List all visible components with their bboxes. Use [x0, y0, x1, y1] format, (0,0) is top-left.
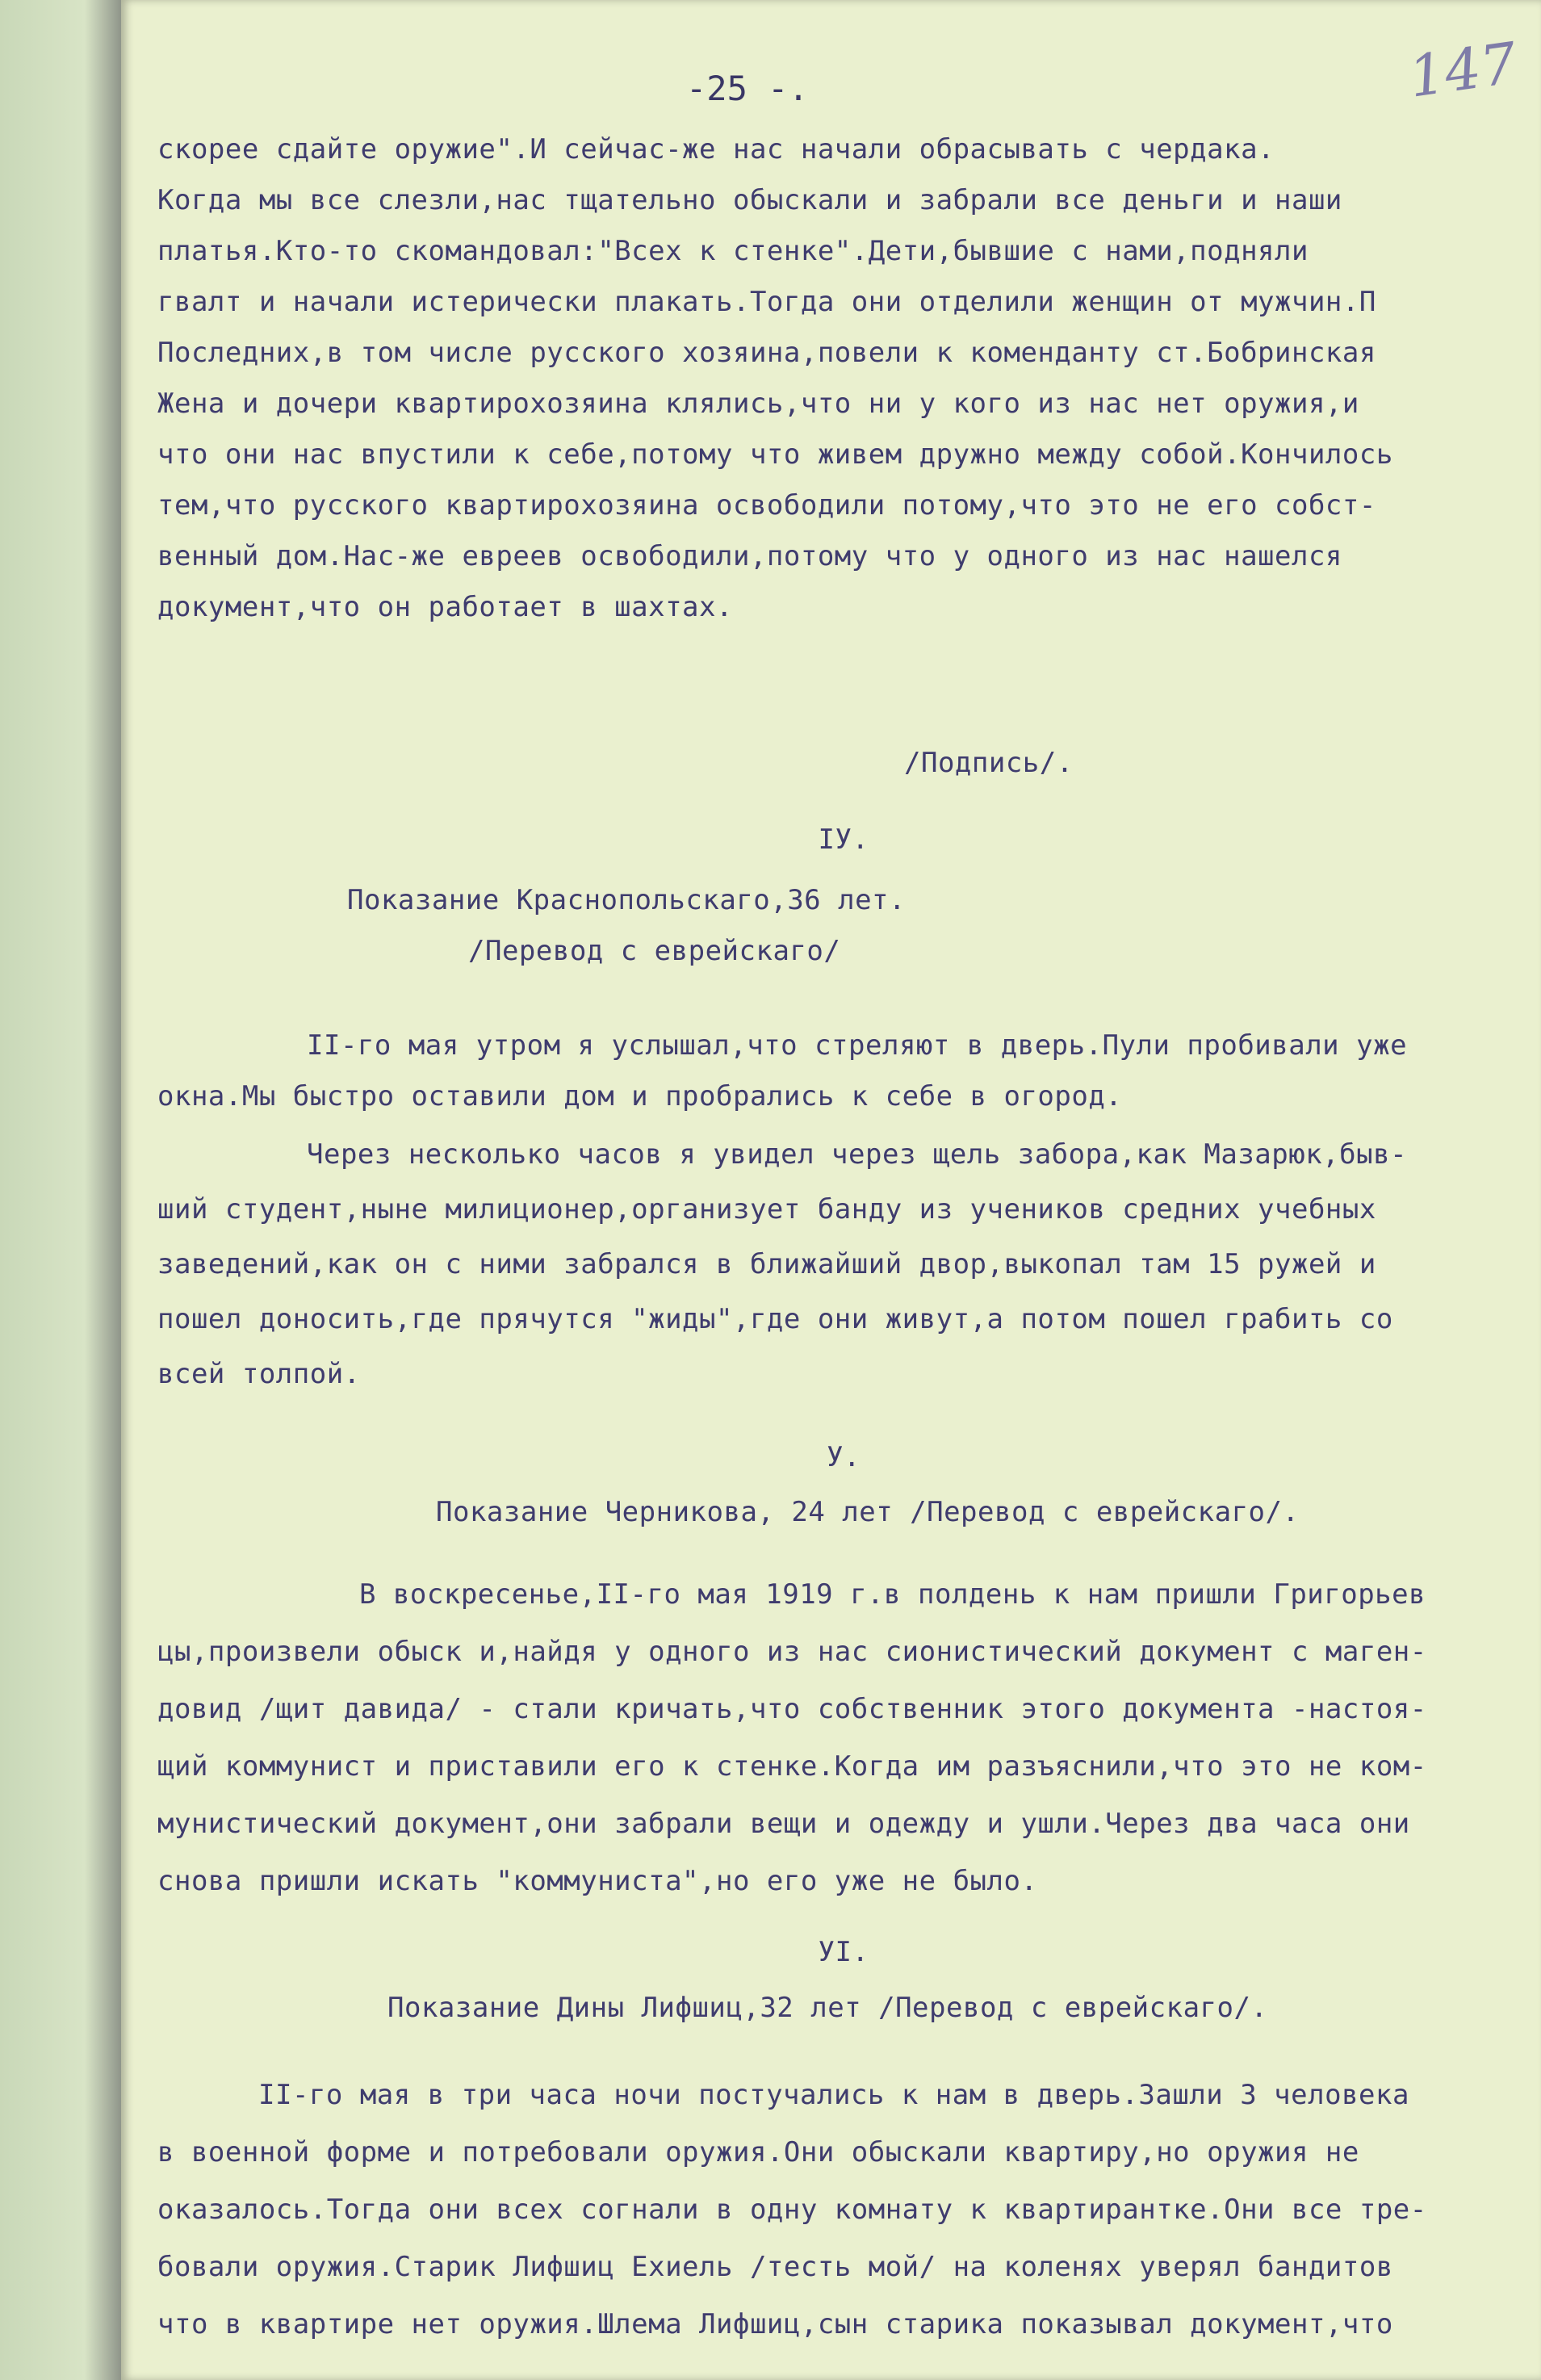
text-line: Когда мы все слезли,нас тщательно обыскали и забрали все деньги и наши [157, 184, 1342, 216]
section-numeral: УI. [818, 1936, 869, 1968]
text-line: всей толпой. [157, 1358, 361, 1390]
section-title: Показание Дины Лифшиц,32 лет /Перевод с еврейскаго/. [387, 1992, 1268, 2024]
text-line: Последних,в том числе русского хозяина,повели к коменданту ст.Бобринская [157, 337, 1376, 369]
text-line: бовали оружия.Старик Лифшиц Ехиель /тесть мой/ на коленях уверял бандитов [157, 2251, 1393, 2283]
text-line: довид /щит давида/ - стали кричать,что собственник этого документа -настоя- [157, 1693, 1427, 1725]
text-line: Жена и дочери квартирохозяина клялись,что ни у кого из нас нет оружия,и [157, 388, 1359, 420]
archive-number: 147 [1405, 29, 1521, 111]
text-line: в военной форме и потребовали оружия.Они обыскали квартиру,но оружия не [157, 2136, 1359, 2168]
section-title: Показание Краснопольскаго,36 лет. [347, 884, 907, 916]
text-line: что они нас впустили к себе,потому что живем дружно между собой.Кончилось [157, 438, 1393, 471]
text-line: венный дом.Нас-же евреев освободили,потому что у одного из нас нашелся [157, 540, 1342, 572]
text-line: тем,что русского квартирохозяина освободили потому,что это не его собст- [157, 489, 1376, 522]
page-edge [0, 0, 121, 2380]
text-line: II-го мая утром я услышал,что стреляют в дверь.Пули пробивали уже [307, 1029, 1408, 1062]
text-line: платья.Кто-то скомандовал:"Всех к стенке".Дети,бывшие с нами,подняли [157, 235, 1309, 267]
page-number: -25 -. [686, 69, 809, 108]
section-subtitle: /Перевод с еврейскаго/ [468, 935, 841, 967]
text-line: оказалось.Тогда они всех согнали в одну комнату к квартирантке.Они все тре- [157, 2194, 1427, 2226]
text-line: ший студент,ныне милиционер,организует банду из учеников средних учебных [157, 1193, 1376, 1226]
text-line: мунистический документ,они забрали вещи и одежду и ушли.Через два часа они [157, 1808, 1410, 1840]
text-line: снова пришли искать "коммуниста",но его уже не было. [157, 1865, 1038, 1897]
text-line: документ,что он работает в шахтах. [157, 591, 733, 623]
text-line: что в квартире нет оружия.Шлема Лифшиц,сын старика показывал документ,что [157, 2308, 1393, 2340]
text-line: пошел доносить,где прячутся "жиды",где они живут,а потом пошел грабить со [157, 1303, 1393, 1335]
signature: /Подпись/. [904, 747, 1074, 779]
text-line: II-го мая в три часа ночи постучались к нам в дверь.Зашли 3 человека [258, 2079, 1409, 2111]
section-numeral: У. [827, 1441, 861, 1473]
text-line: окна.Мы быстро оставили дом и пробрались к себе в огород. [157, 1080, 1123, 1112]
text-line: гвалт и начали истерически плакать.Тогда они отделили женщин от мужчин.П [157, 286, 1376, 318]
text-line: Через несколько часов я увидел через щель забора,как Мазарюк,быв- [307, 1138, 1408, 1171]
section-numeral: IУ. [818, 823, 869, 856]
text-line: заведений,как он с ними забрался в ближайший двор,выкопал там 15 ружей и [157, 1248, 1376, 1280]
text-line: щий коммунист и приставили его к стенке.Когда им разъяснили,что это не ком- [157, 1750, 1427, 1783]
text-line: В воскресенье,II-го мая 1919 г.в полдень к нам пришли Григорьев [359, 1578, 1426, 1611]
text-line: скорее сдайте оружие".И сейчас-же нас начали обрасывать с чердака. [157, 133, 1275, 166]
section-title: Показание Черникова, 24 лет /Перевод с еврейскаго/. [436, 1496, 1300, 1528]
text-line: цы,произвели обыск и,найдя у одного из нас сионистический документ с маген- [157, 1636, 1427, 1668]
